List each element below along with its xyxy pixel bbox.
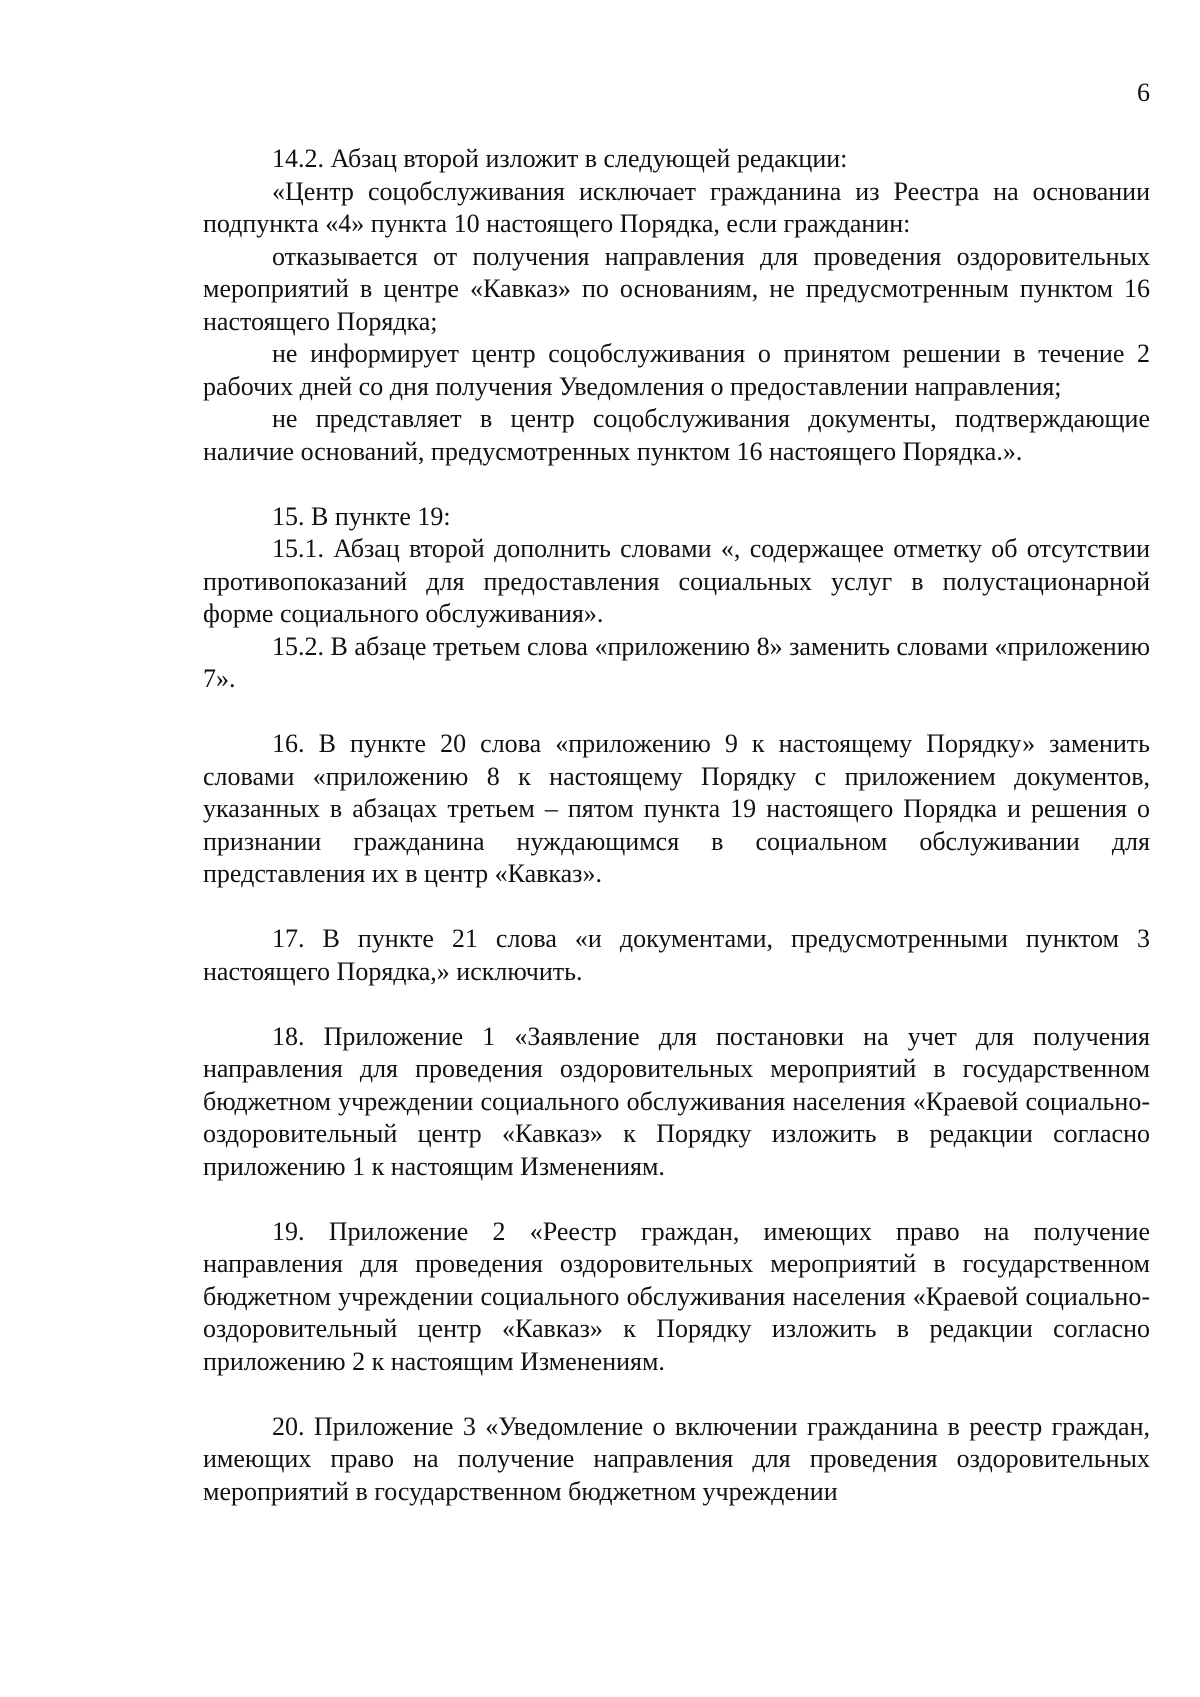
paragraph-no-notification: не информирует центр соцобслуживания о принятом решении в течение 2 рабочих дней со дня получения Уведомления о предоставлении направления;: [203, 339, 1150, 401]
document-body: [203, 143, 1150, 1508]
paragraph-19: 19. Приложение 2 «Реестр граждан, имеющих право на получение направления для проведения оздоровительных мероприятий в государственном бюджетном учреждении социального обслуживания населения «Краевой социально-оздоровительный центр «Кавказ» к Порядку изложить в редакции согласно приложению 2 к настоящим Изменениям.: [203, 1216, 1150, 1376]
paragraph-no-documents: не представляет в центр соцобслуживания документы, подтверждающие наличие оснований, предусмотренных пунктом 16 настоящего Порядка.».: [203, 404, 1150, 466]
paragraph-gap: [203, 696, 1150, 729]
paragraph-gap: [203, 468, 1150, 501]
paragraph-15-2: 15.2. В абзаце третьем слова «приложению 8» заменить словами «приложению 7».: [203, 631, 1150, 693]
paragraph-18: 18. Приложение 1 «Заявление для постановки на учет для получения направления для проведения оздоровительных мероприятий в государственном бюджетном учреждении социального обслуживания населения «Краевой социально-оздоровительный центр «Кавказ» к Порядку изложить в редакции согласно приложению 1 к настоящим Изменениям.: [203, 1021, 1150, 1181]
paragraph-14-2-heading: 14.2. Абзац второй изложит в следующей редакции:: [272, 144, 848, 173]
paragraph-17: 17. В пункте 21 слова «и документами, предусмотренными пунктом 3 настоящего Порядка,» исключить.: [203, 924, 1150, 986]
paragraph-gap: [203, 891, 1150, 924]
paragraph-gap: [203, 988, 1150, 1021]
paragraph-registry-exclusion-intro: «Центр соцобслуживания исключает гражданина из Реестра на основании подпункта «4» пункта 10 настоящего Порядка, если гражданин:: [203, 176, 1150, 238]
paragraph-20: 20. Приложение 3 «Уведомление о включении гражданина в реестр граждан, имеющих право на получение направления для проведения оздоровительных мероприятий в государственном бюджетном учреждении: [203, 1411, 1150, 1506]
paragraph-15-heading: 15. В пункте 19:: [272, 501, 451, 531]
paragraph-16: 16. В пункте 20 слова «приложению 9 к настоящему Порядку» заменить словами «приложению 8 к настоящему Порядку с приложением документов, указанных в абзацах третьем – пятом пункта 19 настоящего Порядка и решения о признании гражданина нуждающимся в социальном обслуживании для представления их в центр «Кавказ».: [203, 729, 1150, 888]
paragraph-gap: [203, 1183, 1150, 1216]
paragraph-gap: [203, 1378, 1150, 1411]
paragraph-15-1: 15.1. Абзац второй дополнить словами «, содержащее отметку об отсутствии противопоказаний для предоставления социальных услуг в полустационарной форме социального обслуживания».: [203, 534, 1150, 628]
page-number: 6: [1137, 78, 1150, 107]
paragraph-refuses-referral: отказывается от получения направления для проведения оздоровительных мероприятий в центре «Кавказ» по основаниям, не предусмотренным пунктом 16 настоящего Порядка;: [203, 241, 1150, 336]
